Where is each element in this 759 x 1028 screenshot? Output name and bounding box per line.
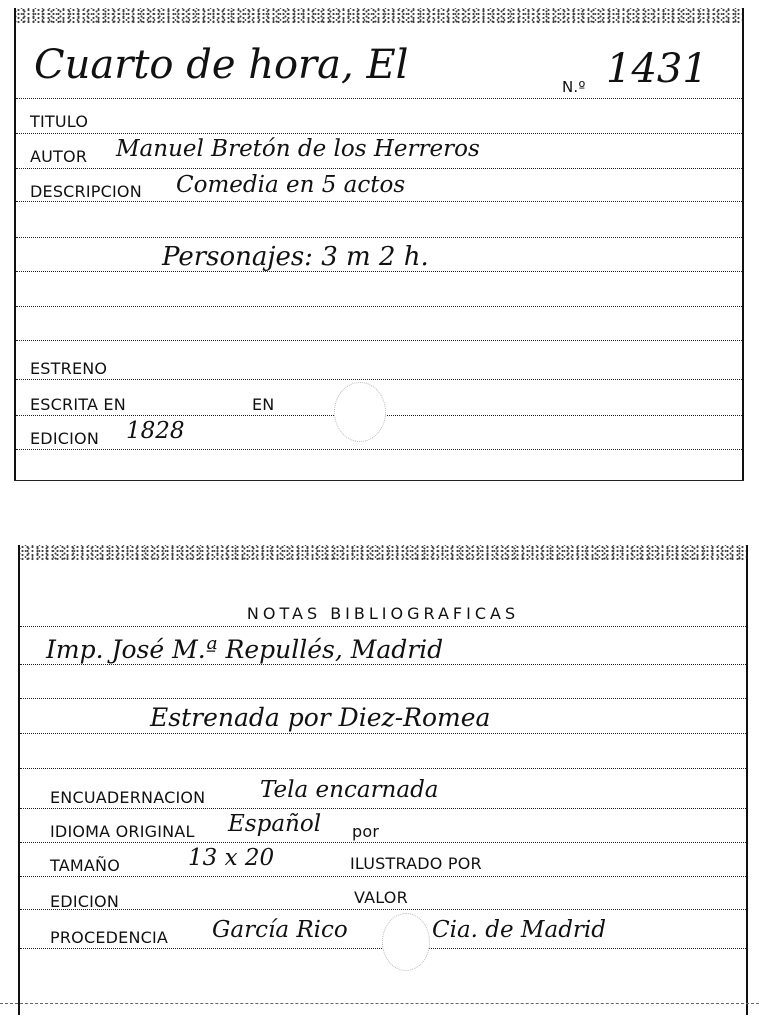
rule-line [16, 237, 742, 238]
note-line-1: Imp. José M.ª Repullés, Madrid [46, 635, 444, 664]
rule-line [20, 842, 746, 843]
encuadernacion-value: Tela encarnada [260, 777, 439, 803]
rule-line [16, 340, 742, 341]
catalog-card-bottom [18, 545, 748, 1015]
rule-line [20, 909, 746, 910]
estreno-label: ESTRENO [30, 359, 108, 378]
idioma-value: Español [228, 811, 322, 837]
edicion-label: EDICION [30, 429, 100, 448]
edicion-label-2: EDICION [50, 892, 120, 911]
ilustrado-por-label: ILUSTRADO POR [350, 854, 482, 873]
rule-line [16, 201, 742, 202]
rule-line [16, 98, 742, 99]
handwritten-title: Cuarto de hora, El [34, 42, 409, 88]
autor-label: AUTOR [30, 147, 88, 166]
rule-line [20, 698, 746, 699]
catalog-card-top [14, 8, 744, 480]
en-label: EN [252, 395, 275, 414]
escrita-en-label: ESCRITA EN [30, 395, 126, 414]
punch-hole [382, 913, 430, 971]
rule-line [16, 379, 742, 380]
procedencia-value-2: Cia. de Madrid [432, 917, 606, 943]
descripcion-label: DESCRIPCION [30, 182, 142, 201]
rule-line [20, 664, 746, 665]
paper-grain-strip [20, 545, 746, 561]
notas-heading: NOTAS BIBLIOGRAFICAS [246, 604, 520, 623]
card-bottom-edge [14, 480, 744, 481]
rule-line [16, 133, 742, 134]
catalog-number: 1431 [606, 46, 708, 92]
procedencia-value: García Rico [212, 917, 348, 943]
tamano-value: 13 x 20 [188, 845, 275, 871]
edicion-value: 1828 [126, 418, 185, 444]
valor-label: VALOR [354, 888, 408, 907]
procedencia-label: PROCEDENCIA [50, 928, 169, 947]
rule-line [20, 733, 746, 734]
encuadernacion-label: ENCUADERNACION [50, 788, 206, 807]
por-label: por [352, 822, 380, 841]
rule-line [20, 876, 746, 877]
tamano-label: TAMAÑO [50, 856, 120, 875]
idioma-original-label: IDIOMA ORIGINAL [50, 822, 195, 841]
punch-hole [334, 382, 386, 442]
autor-value: Manuel Bretón de los Herreros [116, 136, 480, 162]
rule-line [16, 168, 742, 169]
titulo-label: TITULO [30, 112, 89, 131]
paper-grain-strip [16, 8, 742, 24]
rule-line [16, 271, 742, 272]
rule-line [20, 626, 746, 627]
number-label: N.º [562, 78, 586, 96]
rule-line [16, 306, 742, 307]
descripcion-value: Comedia en 5 actos [176, 172, 406, 198]
rule-line [20, 768, 746, 769]
note-line-2: Estrenada por Diez-Romea [150, 703, 491, 732]
rule-line [20, 808, 746, 809]
personajes-value: Personajes: 3 m 2 h. [162, 242, 429, 272]
card-bottom-edge [0, 1003, 759, 1004]
rule-line [16, 449, 742, 450]
